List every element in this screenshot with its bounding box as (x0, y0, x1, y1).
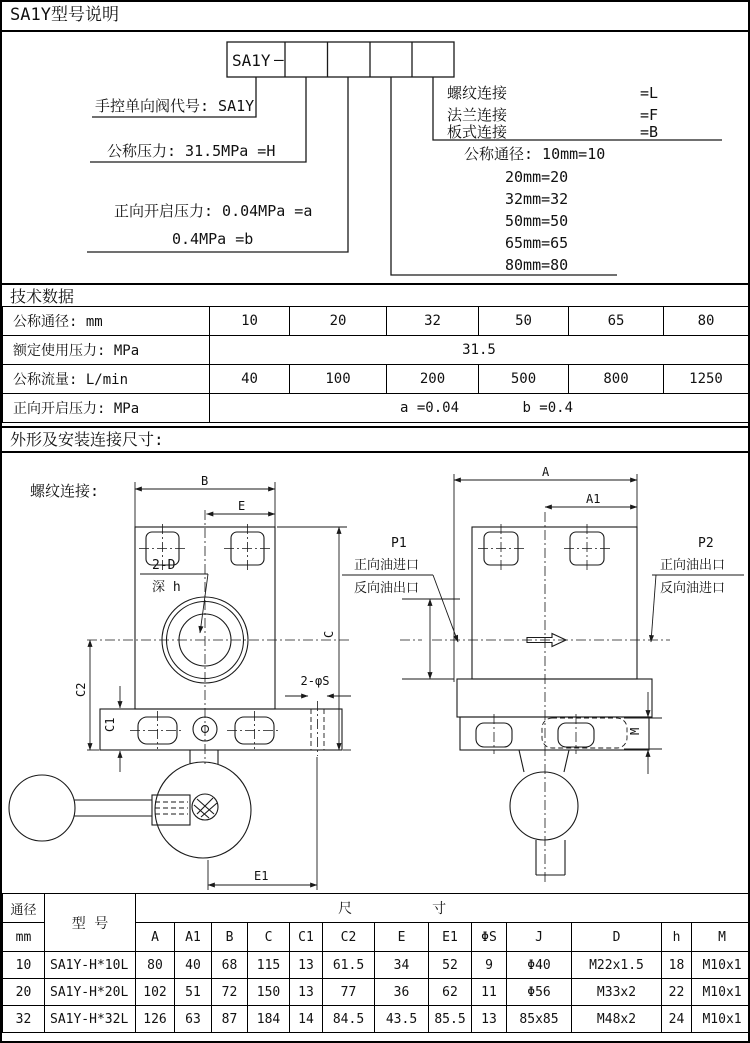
col-header: B (212, 923, 248, 952)
dim-cell: 102 (136, 979, 175, 1006)
col-header: C (248, 923, 290, 952)
dim-label-a: A (542, 465, 550, 479)
dim-cell: 22 (662, 979, 692, 1006)
dim-cell: 52 (429, 952, 472, 979)
dim-cell: 115 (248, 952, 290, 979)
dim-cell-dn: 20 (3, 979, 45, 1006)
tech-flow-value: 800 (569, 365, 664, 394)
dim-cell: 40 (175, 952, 212, 979)
tech-diameter-value: 20 (290, 307, 387, 336)
dim-cell: Φ40 (507, 952, 572, 979)
dim-cell: 13 (472, 1006, 507, 1033)
diameter-code-20: 20mm=20 (505, 168, 569, 186)
dim-cell: 18 (662, 952, 692, 979)
header-dn-unit: mm (3, 923, 45, 952)
header-size-char1: 尺 (338, 901, 353, 917)
tech-flow-value: 1250 (664, 365, 749, 394)
dim-cell: 43.5 (375, 1006, 429, 1033)
dims-section-title: 外形及安装连接尺寸: (2, 426, 748, 453)
connection-thread-code: =L (640, 84, 659, 102)
table-row (3, 1006, 750, 1033)
right-view-dimensions (342, 474, 744, 774)
technical-data-table (2, 306, 749, 423)
diameter-code-10: 公称通径: 10mm=10 (464, 145, 606, 163)
dim-label-c1: C1 (103, 717, 117, 732)
dim-cell: 77 (323, 979, 375, 1006)
tech-pressure-value: 31.5 (210, 336, 749, 365)
tech-row-pressure-label: 额定使用压力: MPa (3, 336, 210, 365)
dim-cell: 85.5 (429, 1006, 472, 1033)
right-view-body (457, 527, 652, 875)
diameter-code-80: 80mm=80 (505, 256, 569, 274)
dim-cell: 14 (290, 1006, 323, 1033)
model-code-diagram (2, 32, 750, 283)
dim-cell-dn: 10 (3, 952, 45, 979)
header-dn: 通径 (3, 894, 45, 923)
col-header: M (692, 923, 750, 952)
tech-row-diameter-label: 公称通径: mm (3, 307, 210, 336)
dim-cell: 85x85 (507, 1006, 572, 1033)
right-view-centerlines (400, 512, 670, 884)
tech-opening-a: a =0.04 (400, 400, 460, 416)
tech-opening-values (210, 394, 749, 423)
connection-plate-label: 板式连接 (447, 123, 508, 141)
table-row (3, 952, 750, 979)
dim-cell: 34 (375, 952, 429, 979)
dim-label-c2: C2 (74, 682, 88, 697)
dim-cell: 80 (136, 952, 175, 979)
dim-cell: 13 (290, 952, 323, 979)
tech-diameter-value: 10 (210, 307, 290, 336)
dim-cell: 72 (212, 979, 248, 1006)
tech-row-opening-label: 正向开启压力: MPa (3, 394, 210, 423)
opening-pressure-note-a: 正向开启压力: 0.04MPa =a (114, 202, 313, 220)
diameter-code-65: 65mm=65 (505, 234, 569, 252)
dimension-table (2, 893, 750, 1033)
dim-label-m: M (628, 727, 642, 735)
dim-cell-model: SA1Y-H*10L (45, 952, 136, 979)
port-p2-inlet-note: 反向油进口 (660, 581, 726, 596)
dim-label-c: C (322, 630, 336, 638)
dim-cell: 9 (472, 952, 507, 979)
dim-cell: 13 (290, 979, 323, 1006)
dim-cell-dn: 32 (3, 1006, 45, 1033)
nominal-pressure-note: 公称压力: 31.5MPa =H (107, 142, 276, 160)
tech-flow-value: 40 (210, 365, 290, 394)
thread-connection-label: 螺纹连接: (30, 482, 100, 500)
tech-flow-value: 100 (290, 365, 387, 394)
port-p1-outlet-note: 反向油出口 (354, 581, 420, 596)
dim-cell-model: SA1Y-H*20L (45, 979, 136, 1006)
dim-cell: 51 (175, 979, 212, 1006)
diameter-code-50: 50mm=50 (505, 212, 569, 230)
tech-diameter-value: 32 (387, 307, 479, 336)
col-header: C1 (290, 923, 323, 952)
dim-cell: Φ56 (507, 979, 572, 1006)
col-header: D (572, 923, 662, 952)
dim-cell: 24 (662, 1006, 692, 1033)
hole-note-2d: 2-D (152, 558, 176, 573)
port-p2-outlet-note: 正向油出口 (660, 558, 726, 573)
connection-thread-label: 螺纹连接 (447, 84, 508, 102)
dim-cell: 87 (212, 1006, 248, 1033)
port-p1-label: P1 (391, 536, 407, 551)
col-header: C2 (323, 923, 375, 952)
tech-section-title: 技术数据 (2, 283, 748, 308)
dim-cell-model: SA1Y-H*32L (45, 1006, 136, 1033)
tech-flow-value: 200 (387, 365, 479, 394)
dim-label-e: E (238, 499, 246, 513)
tech-diameter-value: 50 (479, 307, 569, 336)
left-view-body (100, 527, 342, 750)
col-header: E (375, 923, 429, 952)
dim-cell: 63 (175, 1006, 212, 1033)
dim-cell: 62 (429, 979, 472, 1006)
dim-cell: M10x1 (692, 979, 750, 1006)
dim-cell: M22x1.5 (572, 952, 662, 979)
col-header: J (507, 923, 572, 952)
dim-cell: M10x1 (692, 952, 750, 979)
left-view-handle (9, 750, 251, 858)
dim-cell: 126 (136, 1006, 175, 1033)
hole-note-depth: 深 h (152, 580, 181, 595)
col-header: A1 (175, 923, 212, 952)
table-row (3, 979, 750, 1006)
header-model: 型 号 (45, 894, 136, 952)
dim-cell: 11 (472, 979, 507, 1006)
dim-cell: 184 (248, 1006, 290, 1033)
outline-drawings (2, 452, 750, 892)
dim-cell: M10x1 (692, 1006, 750, 1033)
diameter-code-32: 32mm=32 (505, 190, 569, 208)
tech-diameter-value: 80 (664, 307, 749, 336)
tech-diameter-value: 65 (569, 307, 664, 336)
port-p2-label: P2 (698, 536, 714, 551)
left-view-hidden-lines (155, 709, 324, 814)
tech-opening-b: b =0.4 (522, 400, 574, 416)
model-code-separator: — (274, 50, 284, 69)
dim-cell: 84.5 (323, 1006, 375, 1033)
opening-pressure-note-b: 0.4MPa =b (172, 230, 254, 248)
connection-plate-code: =B (640, 123, 659, 141)
col-header: h (662, 923, 692, 952)
dim-cell: 68 (212, 952, 248, 979)
dim-label-e1: E1 (254, 869, 269, 883)
dim-label-a1: A1 (586, 492, 601, 506)
dim-cell: M48x2 (572, 1006, 662, 1033)
header-size-char2: 寸 (432, 901, 447, 917)
col-header: E1 (429, 923, 472, 952)
port-p1-inlet-note: 正向油进口 (354, 558, 420, 573)
connection-flange-label: 法兰连接 (447, 106, 508, 124)
dim-cell: 36 (375, 979, 429, 1006)
col-header: ΦS (472, 923, 507, 952)
model-code-prefix: SA1Y (232, 51, 271, 70)
dim-cell: M33x2 (572, 979, 662, 1006)
tech-row-flow-label: 公称流量: L/min (3, 365, 210, 394)
dim-cell: 61.5 (323, 952, 375, 979)
hole-note-2phis: 2-φS (300, 674, 330, 688)
dim-label-b: B (201, 474, 209, 488)
page-title: SA1Y型号说明 (2, 2, 748, 32)
designation-note: 手控单向阀代号: SA1Y (95, 97, 255, 115)
tech-flow-value: 500 (479, 365, 569, 394)
dim-cell: 150 (248, 979, 290, 1006)
header-size (136, 894, 750, 923)
col-header: A (136, 923, 175, 952)
connection-flange-code: =F (640, 106, 659, 124)
